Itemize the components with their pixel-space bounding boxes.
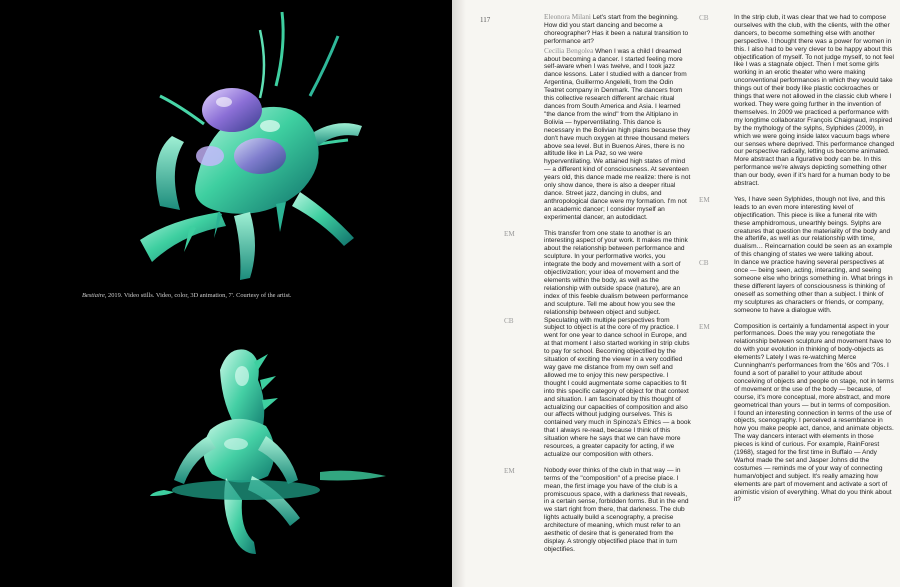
figure-caption — [82, 292, 442, 299]
speaker-initials: EM — [504, 466, 515, 475]
interview-entry — [699, 323, 894, 505]
interview-entry — [504, 466, 692, 554]
entry-text: This transfer from one state to another is an interesting aspect of your work. It makes me think about the relationship between performance and sculpture. In your performative works, you integrate the body and movement with a sort of objectivization; your idea of movement and the elements within the body, as well as the relationship with outside space (nature), are an index of this feeble dualism between performance and sculpture. Tell me about how you see the relationship between object and subject. — [544, 229, 689, 316]
right-page — [452, 0, 900, 587]
caption-title: Bestiaire — [82, 292, 105, 299]
speaker-initials: CB — [504, 316, 514, 325]
text-column-1 — [504, 13, 692, 554]
interview-entry — [699, 14, 894, 188]
speaker-initials: EM — [699, 195, 710, 204]
page-number: 117 — [480, 16, 491, 24]
entry-text: Yes, I have seen Sylphides, though not live, and this leads to an even more interesting level of objectification. This piece is like a funeral rite with these amphidromous, unearthly beings. Sylphs are creatures that question the materiality of the body and the afterlife, as well as our relationship with time, dualism… Reincarnation could be seen as an example of this changing of states we were talking about. — [734, 195, 893, 259]
entry-text: In the strip club, it was clear that we had to compose ourselves with the club, with the clients, with the other dancers, to become something else with another perspective. I thought there was a power for women in this. I also had to be very clever to be happy about this objectification of myself. To not judge myself, to not feel like I was a stagnate object. Then I met some girls working in an erotic theater who were making unconventional performances in which they would take things out of their body like plastic cockroaches or things that were not allowed in the classic club where I worked. They were going further in the invention of themselves. In 2009 we practiced a performance with my longtime collaborator François Chaignaud, inspired by the mythology of the sylphs, Sylphides (2009), in which we were going inside latex vacuum bags where our senses where deprived. This performance changed our perspective radically, letting us become animated. More abstract than a figurative body can be. In this performance we're always depicting something other than our body, even if it's hard for a human body to be abstract. — [734, 14, 895, 188]
interview-entry — [511, 14, 692, 46]
interview-entry — [699, 196, 894, 259]
caption-details: , 2019. Video stills. Video, color, 3D animation, 7'. Courtesy of the artist. — [104, 292, 292, 299]
speaker-initials: CB — [699, 259, 709, 268]
sculpture-still-lower — [150, 340, 410, 580]
page-gutter-shadow — [452, 0, 466, 587]
entry-text — [511, 14, 692, 46]
entry-text — [511, 48, 692, 222]
speaker-initials: EM — [504, 229, 515, 238]
interview-entry — [511, 48, 692, 222]
speaker-initials: CB — [699, 14, 709, 22]
speaker-name: Cecilia Bengolea — [544, 46, 596, 55]
speaker-initials: EM — [699, 322, 710, 331]
entry-text: In dance we practice having several perspectives at once — being seen, acting, interacting, and seeing someone else who brings something in. What brings in these different layers of consciousness is thinking of oneself as something other than a subject. I think of my sculptures as characters or friends, or company, someone to have a dialogue with. — [734, 259, 893, 314]
entry-text: Composition is certainly a fundamental aspect in your performances. Does the way you renegotiate the relationship between sculpture and movement have to do with your evolution in thinking of body-objects as elements? Lately I was re-watching Merce Cunningham's performances from the '60s and '70s. I found a sort of parallel to your attitude about conceiving of objects and people on stage, not in terms of movement or the use of the body — because, of course, it's more conceptual, more abstract, and more geometrical than yours — but in terms of composition. I found an interesting connection in terms of the use of objects, scenography. I perceived a resemblance in how you make people act, dance, and animate objects. The way dancers interact with elements in those pieces is kind of curious. For example, RainForest (1968), staged for the first time in Buffalo — Andy Warhol made the set and Jasper Johns did the costumes — reminds me of your way of connecting human/object and subject. It's really amazing how elements are part of movement and activate a sort of animistic vision of everything. What do you think about it? — [734, 322, 894, 504]
interview-entry — [699, 259, 894, 314]
entry-text: Speculating with multiple perspectives from subject to object is at the core of my practice. I went for one year to dance school in Europe, and at that moment I also started working in strip clubs to pay for school. Becoming objectified by the situation of exciting the viewer in a very codified way gave me distance from my own self and allowed me to enjoy this new perspective. I thought I could augmentate some capacities to fit into this specific category of object for that context and situation. I am fascinated by this thought of actualizing our capacities of composition and also our affects without judging ourselves. This is contained very much in Spinoza's Ethics — a book that I always re-read, because I think of this situation where he says that we can have more resources, a greater capacity for acting, if we actualize our composition with others. — [544, 316, 691, 458]
question-text: Let's start from the beginning. How did you start dancing and become a choreographer? Has it been a natural transition to performance art? — [544, 14, 689, 45]
speaker-name: Eleonora Milani — [544, 13, 593, 21]
text-column-2 — [699, 14, 894, 504]
answer-text: When I was a child I dreamed about becoming a dancer. I started feeling more self-aware when I was twelve, and I took jazz dance lessons. Later I studied with a dancer from Argentina, Guillermo Angelelli, from the Odin Teatret company in Denmark. The dancers from this collective research different archaic ritual dances from South America and Asia. I learned "the dance from the wind" from the Altiplano in Bolivia — hyperventilating. This dance is necessary in the Bolivian high plains because they don't have much oxygen at three thousand meters above sea level. But in Buenos Aires, there is no altitude like in La Paz, so we were hyperventilating. We attained high states of mind — a different kind of consciousness. At seventeen years old, this dance made me realize: there is not only show dance, there is also a deeper ritual dance. Street jazz, dancing in clubs, and anthropological dance were my formation. I'm not an academic dancer; I consider myself an experimental dancer, an autodidact. — [544, 47, 691, 221]
interview-entry — [504, 316, 692, 459]
interview-entry — [504, 229, 692, 317]
sculpture-still-upper — [100, 6, 370, 288]
entry-text: Nobody ever thinks of the club in that way — in terms of the "composition" of a precise place. I mean, the first image you have of the club is a promiscuous space, with a darkness that reveals, in a certain sense, forbidden forms. But in the end we start right from there, that darkness. The club lights actually build a scenography, a precise architecture of meaning, which must refer to an aesthetic of desire that is generated from the display. A strongly objectified place that in turn objectifies. — [544, 466, 689, 553]
